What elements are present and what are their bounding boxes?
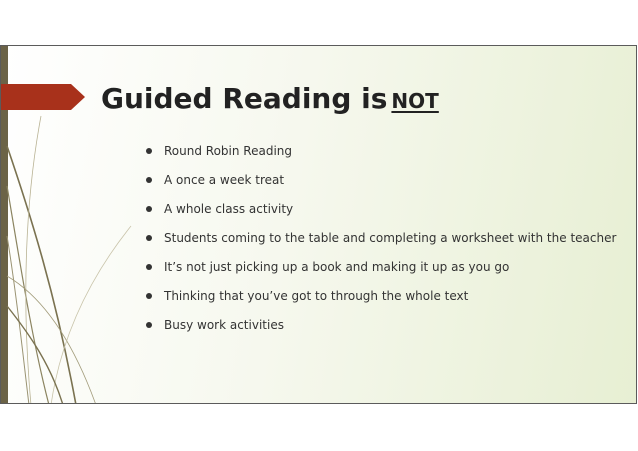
bullet-dot-icon — [146, 293, 152, 299]
bullet-text: Students coming to the table and completing a worksheet with the teacher — [164, 231, 617, 245]
bullet-dot-icon — [146, 148, 152, 154]
bullet-text: Busy work activities — [164, 318, 284, 332]
slide-title-emphasis: NOT — [391, 89, 439, 113]
bullet-text: Thinking that you’ve got to through the whole text — [164, 289, 469, 303]
bullet-dot-icon — [146, 206, 152, 212]
bullet-dot-icon — [146, 177, 152, 183]
bullet-text: A whole class activity — [164, 202, 294, 216]
bullet-dot-icon — [146, 235, 152, 241]
slide — [0, 45, 637, 404]
slide-title — [101, 82, 439, 115]
bullet-text: Round Robin Reading — [164, 144, 293, 158]
slide-title-text: Guided Reading is — [101, 82, 388, 115]
bullet-text: It’s not just picking up a book and making it up as you go — [164, 260, 510, 274]
bullet-text: A once a week treat — [164, 173, 285, 187]
bullet-dot-icon — [146, 264, 152, 270]
title-accent-banner — [1, 84, 85, 110]
bullet-dot-icon — [146, 322, 152, 328]
